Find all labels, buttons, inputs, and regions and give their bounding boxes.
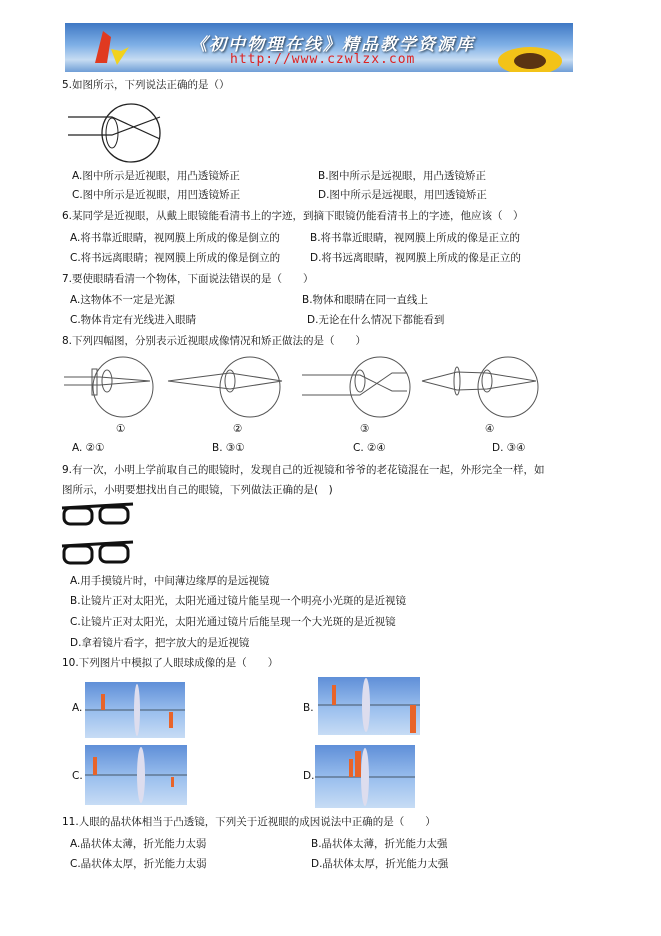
- figure-label-3: ③: [360, 423, 370, 435]
- logo-icon: [83, 27, 133, 69]
- q8-option-d[interactable]: D. ③④: [492, 442, 526, 454]
- q8-option-c[interactable]: C. ②④: [353, 442, 386, 454]
- figure-label-1: ①: [116, 423, 126, 435]
- q11-option-a[interactable]: A.晶状体太薄，折光能力太弱: [70, 838, 207, 850]
- q7-option-d[interactable]: D.无论在什么情况下都能看到: [307, 314, 445, 326]
- figure-2-eye: [168, 357, 282, 417]
- figure-1-eye: [64, 357, 153, 417]
- q6-option-b[interactable]: B.将书靠近眼睛，视网膜上所成的像是正立的: [310, 232, 521, 244]
- q10-option-b[interactable]: B.: [303, 702, 314, 714]
- q11-stem: 11.人眼的晶状体相当于凸透镜，下列关于近视眼的成因说法中正确的是（ ）: [62, 816, 436, 828]
- q7-option-a[interactable]: A.这物体不一定是光源: [70, 294, 175, 306]
- q6-option-c[interactable]: C.将书远离眼睛；视网膜上所成的像是倒立的: [70, 252, 281, 264]
- q10-option-d[interactable]: D.: [303, 770, 315, 782]
- q11-option-c[interactable]: C.晶状体太厚，折光能力太弱: [70, 858, 207, 870]
- glasses-icon: [60, 540, 135, 568]
- q11-option-d[interactable]: D.晶状体太厚，折光能力太强: [311, 858, 449, 870]
- q11-option-b[interactable]: B.晶状体太薄，折光能力太强: [311, 838, 448, 850]
- q8-eye-figures: [62, 355, 562, 421]
- lens-simulation-b: [318, 677, 420, 735]
- q8-option-a[interactable]: A. ②①: [72, 442, 105, 454]
- banner-title: 《初中物理在线》精品教学资源库: [190, 35, 475, 55]
- banner-url: http://www.czwlzx.com: [230, 52, 416, 67]
- q5-stem: 5.如图所示，下列说法正确的是（）: [62, 79, 230, 91]
- q9-option-b[interactable]: B.让镜片正对太阳光，太阳光通过镜片能呈现一个明亮小光斑的是近视镜: [70, 595, 407, 607]
- q7-option-b[interactable]: B.物体和眼睛在同一直线上: [302, 294, 429, 306]
- glasses-icon: [60, 502, 135, 528]
- figure-label-2: ②: [233, 423, 243, 435]
- lens-simulation-a: [85, 682, 185, 738]
- q6-stem: 6.某同学是近视眼，从戴上眼镜能看清书上的字迹，到摘下眼镜仍能看清书上的字迹，他应该（ ）: [62, 210, 524, 222]
- q10-option-a[interactable]: A.: [72, 702, 83, 714]
- q5-option-b[interactable]: B.图中所示是远视眼，用凸透镜矫正: [318, 170, 487, 182]
- q6-option-a[interactable]: A.将书靠近眼睛，视网膜上所成的像是倒立的: [70, 232, 280, 244]
- q10-option-c[interactable]: C.: [72, 770, 83, 782]
- q9-option-a[interactable]: A.用手摸镜片时，中间薄边缘厚的是远视镜: [70, 575, 270, 587]
- figure-label-4: ④: [485, 423, 495, 435]
- sunflower-icon: [495, 33, 565, 72]
- lens-simulation-d: [315, 745, 415, 808]
- q9-stem-line2: 图所示，小明要想找出自己的眼镜，下列做法正确的是( ): [62, 484, 333, 496]
- figure-4-eye: [422, 357, 538, 417]
- q10-stem: 10.下列图片中模拟了人眼球成像的是（ ）: [62, 657, 279, 669]
- lens-simulation-c: [85, 745, 187, 805]
- q7-stem: 7.要使眼睛看清一个物体，下面说法错误的是（ ）: [62, 273, 314, 285]
- q9-option-c[interactable]: C.让镜片正对太阳光，太阳光通过镜片后能呈现一个大光斑的是近视镜: [70, 616, 396, 628]
- q9-option-d[interactable]: D.拿着镜片看字，把字放大的是近视镜: [70, 637, 250, 649]
- q5-option-a[interactable]: A.图中所示是近视眼，用凸透镜矫正: [72, 170, 240, 182]
- figure-3-eye: [302, 357, 410, 417]
- banner: [65, 23, 573, 72]
- q5-option-c[interactable]: C.图中所示是近视眼，用凹透镜矫正: [72, 189, 241, 201]
- q5-option-d[interactable]: D.图中所示是远视眼，用凹透镜矫正: [318, 189, 487, 201]
- q8-option-b[interactable]: B. ③①: [212, 442, 245, 454]
- q6-option-d[interactable]: D.将书远离眼睛，视网膜上所成的像是正立的: [310, 252, 521, 264]
- q7-option-c[interactable]: C.物体肯定有光线进入眼睛: [70, 314, 197, 326]
- q8-stem: 8.下列四幅图，分别表示近视眼成像情况和矫正做法的是（ ）: [62, 335, 367, 347]
- q5-eye-figure: [65, 103, 165, 165]
- q9-stem-line1: 9.有一次，小明上学前取自己的眼镜时，发现自己的近视镜和爷爷的老花镜混在一起，外形完全一样，如: [62, 464, 545, 476]
